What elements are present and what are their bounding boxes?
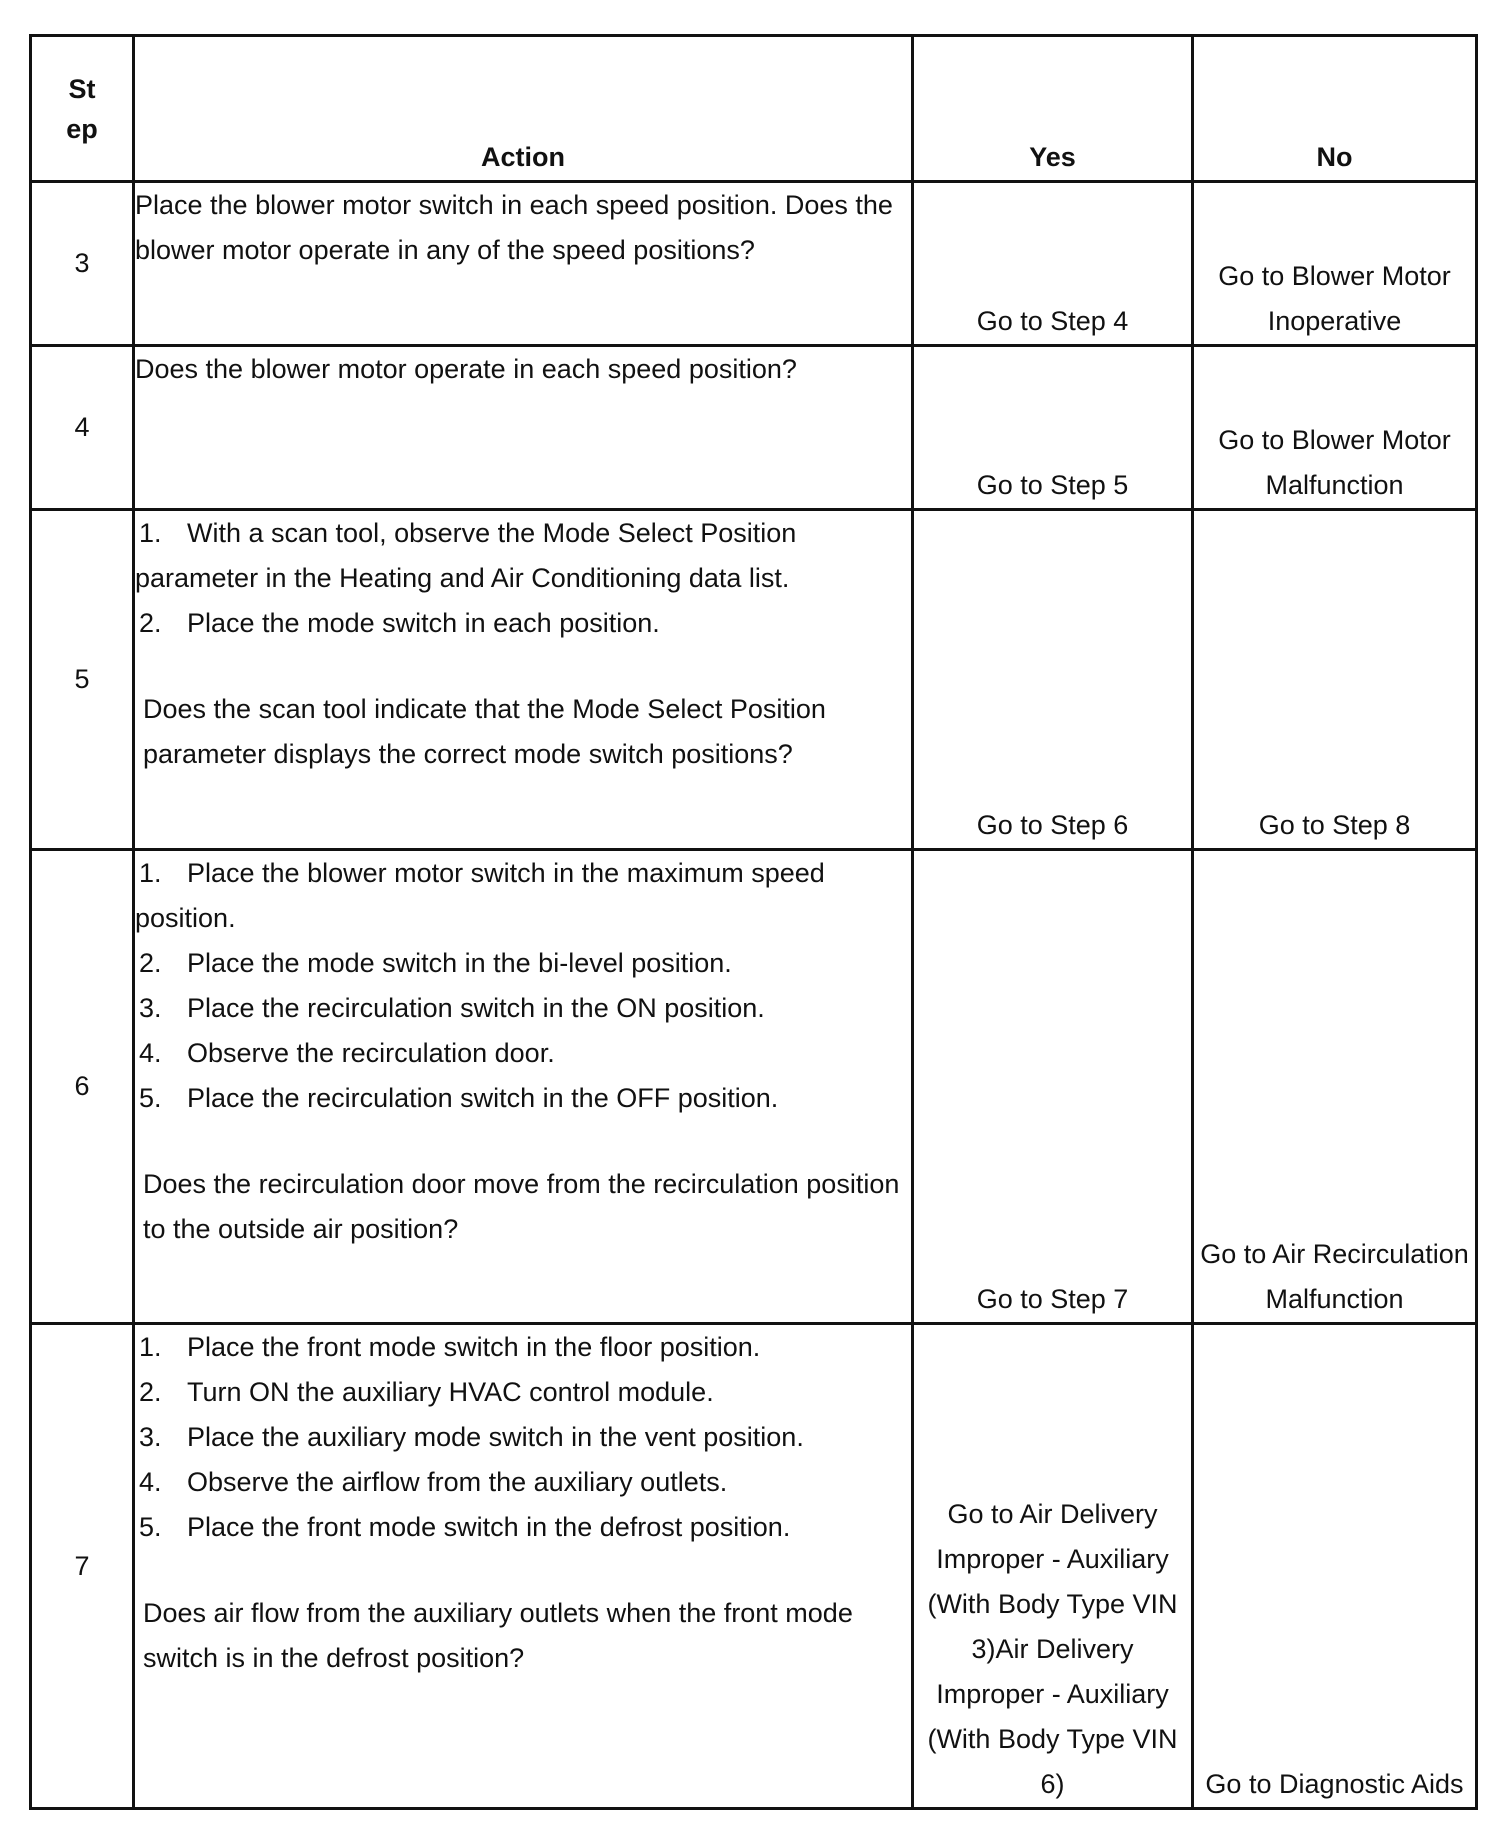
action-list-item (135, 1031, 911, 1076)
action-cell (134, 182, 913, 346)
step-number: 4 (31, 346, 134, 510)
header-action: Action (134, 36, 913, 182)
action-list-item (135, 1076, 911, 1121)
item-number: 1. (139, 1332, 162, 1362)
no-cell: Go to Air Recirculation Malfunction (1193, 850, 1477, 1324)
item-number: 2. (139, 1377, 162, 1407)
item-text: Place the recirculation switch in the ON position. (187, 993, 765, 1023)
item-text: Place the front mode switch in the floor position. (187, 1332, 761, 1362)
header-step (31, 36, 134, 182)
table-row (31, 346, 1477, 510)
action-cell (134, 510, 913, 850)
action-cell (134, 850, 913, 1324)
action-list-item (135, 851, 911, 941)
spacer (135, 646, 911, 687)
item-number: 2. (139, 608, 162, 638)
action-list-item (135, 1370, 911, 1415)
table-row (31, 1324, 1477, 1809)
header-step-line1: St (68, 73, 96, 104)
table-row (31, 182, 1477, 346)
item-text: Place the mode switch in each position. (187, 608, 660, 638)
no-cell: Go to Diagnostic Aids (1193, 1324, 1477, 1809)
item-text: Place the blower motor switch in the maximum speed position. (135, 858, 825, 933)
yes-cell: Go to Air Delivery Improper - Auxiliary (With Body Type VIN 3)Air Delivery Improper - Auxiliary (With Body Type VIN 6) (913, 1324, 1193, 1809)
action-text: Does the blower motor operate in each speed position? (135, 354, 797, 384)
item-text: Observe the recirculation door. (187, 1038, 555, 1068)
item-number: 2. (139, 948, 162, 978)
action-list-item (135, 1460, 911, 1505)
action-list-item (135, 1415, 911, 1460)
no-cell: Go to Blower Motor Inoperative (1193, 182, 1477, 346)
item-number: 4. (139, 1467, 162, 1497)
header-yes: Yes (913, 36, 1193, 182)
item-number: 3. (139, 1422, 162, 1452)
action-cell (134, 1324, 913, 1809)
spacer (135, 1550, 911, 1591)
action-list-item (135, 1505, 911, 1550)
diagnostic-table (29, 34, 1478, 1810)
item-number: 3. (139, 993, 162, 1023)
header-no: No (1193, 36, 1477, 182)
step-number: 6 (31, 850, 134, 1324)
no-cell: Go to Step 8 (1193, 510, 1477, 850)
item-number: 4. (139, 1038, 162, 1068)
action-list-item (135, 986, 911, 1031)
yes-cell: Go to Step 7 (913, 850, 1193, 1324)
item-text: Turn ON the auxiliary HVAC control module. (187, 1377, 714, 1407)
item-text: Place the recirculation switch in the OFF position. (187, 1083, 779, 1113)
action-question: Does the recirculation door move from the recirculation position to the outside air position? (143, 1169, 900, 1244)
step-number: 7 (31, 1324, 134, 1809)
table-row (31, 510, 1477, 850)
header-row (31, 36, 1477, 182)
item-number: 5. (139, 1083, 162, 1113)
action-question: Does the scan tool indicate that the Mode Select Position parameter displays the correct mode switch positions? (143, 694, 826, 769)
yes-cell: Go to Step 6 (913, 510, 1193, 850)
table-row (31, 850, 1477, 1324)
action-cell (134, 346, 913, 510)
item-number: 1. (139, 858, 162, 888)
yes-cell: Go to Step 5 (913, 346, 1193, 510)
yes-cell: Go to Step 4 (913, 182, 1193, 346)
header-step-line2: ep (66, 113, 98, 144)
action-list-item (135, 1325, 911, 1370)
item-text: Place the mode switch in the bi-level position. (187, 948, 732, 978)
item-number: 1. (139, 518, 162, 548)
action-list-item (135, 941, 911, 986)
item-number: 5. (139, 1512, 162, 1542)
item-text: Place the auxiliary mode switch in the vent position. (187, 1422, 804, 1452)
item-text: With a scan tool, observe the Mode Select Position parameter in the Heating and Air Conditioning data list. (135, 518, 797, 593)
item-text: Observe the airflow from the auxiliary outlets. (187, 1467, 728, 1497)
action-text: Place the blower motor switch in each speed position. Does the blower motor operate in any of the speed positions? (135, 190, 893, 265)
spacer (135, 1121, 911, 1162)
no-cell: Go to Blower Motor Malfunction (1193, 346, 1477, 510)
step-number: 5 (31, 510, 134, 850)
action-question: Does air flow from the auxiliary outlets when the front mode switch is in the defrost position? (143, 1598, 853, 1673)
action-list-item (135, 601, 911, 646)
item-text: Place the front mode switch in the defrost position. (187, 1512, 791, 1542)
step-number: 3 (31, 182, 134, 346)
action-list-item (135, 511, 911, 601)
